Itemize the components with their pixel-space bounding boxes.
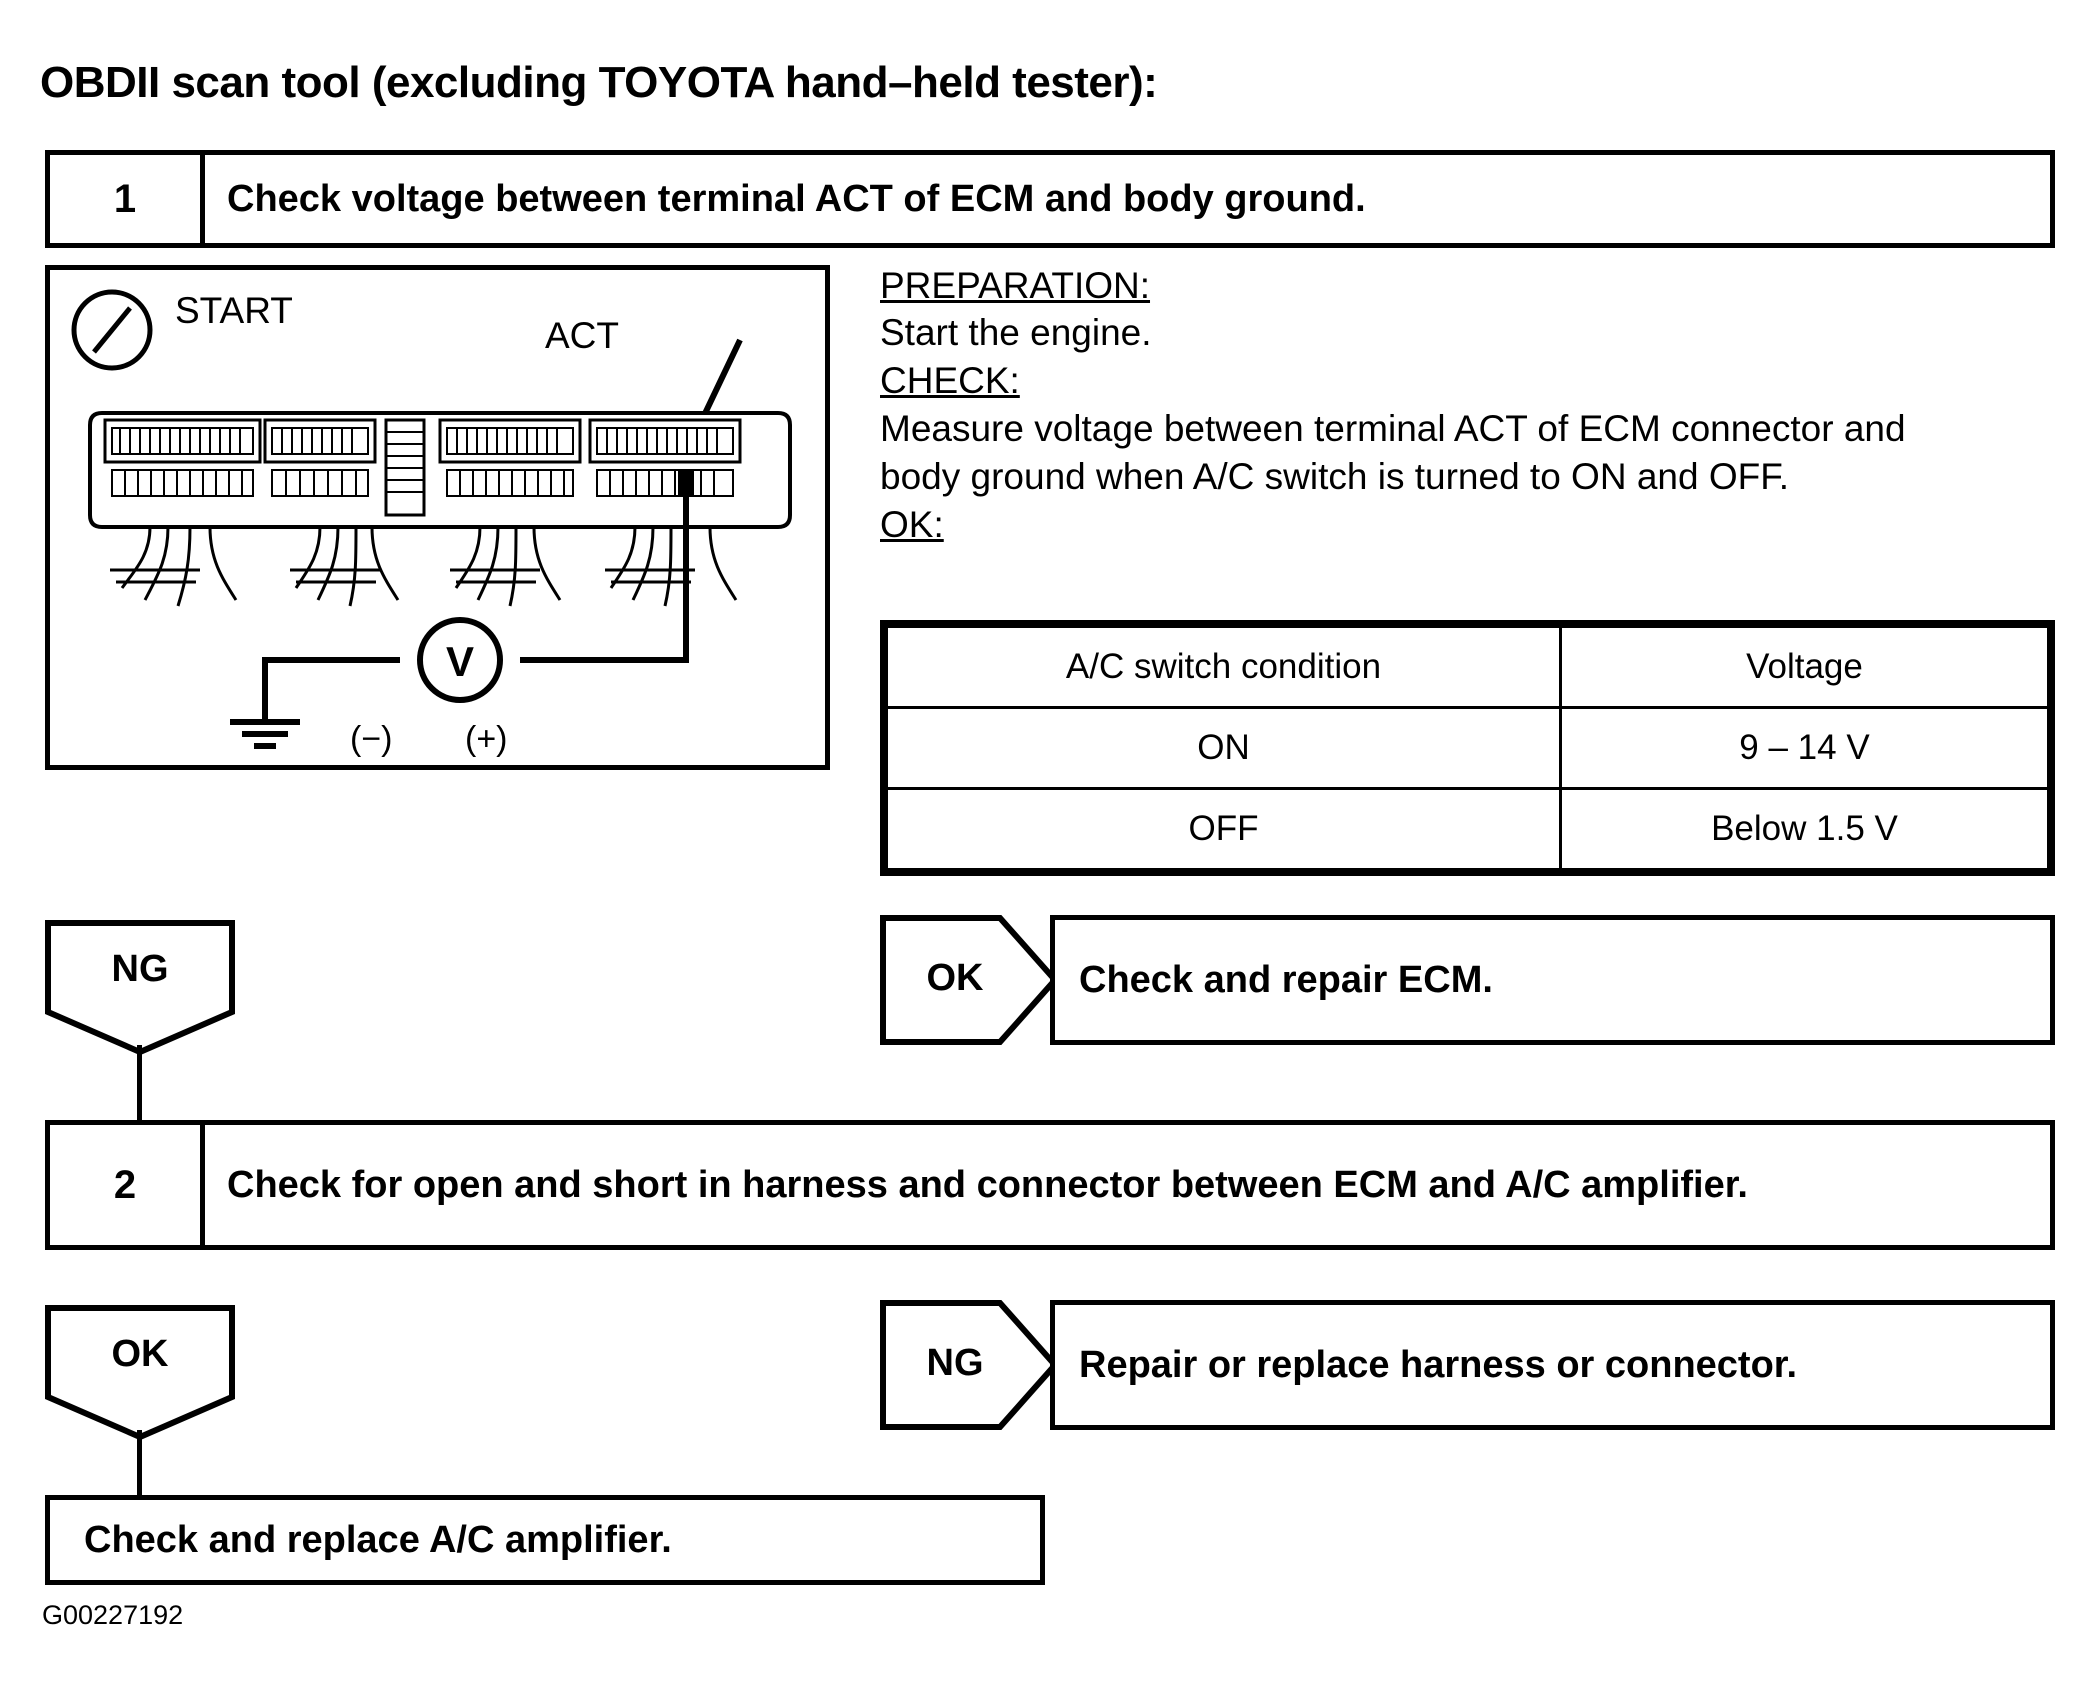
ground-symbol [230, 722, 300, 746]
table-row [887, 708, 2049, 789]
cell-condition-off: OFF [887, 789, 1561, 870]
step-2-box [45, 1120, 2055, 1250]
preparation-label: PREPARATION: [880, 265, 1151, 306]
cell-condition-on: ON [887, 708, 1561, 789]
svg-text:V: V [445, 638, 475, 685]
cell-voltage-on: 9 – 14 V [1560, 708, 2048, 789]
step-2-number: 2 [50, 1125, 205, 1245]
instructions-column [880, 262, 2060, 548]
act-label: ACT [545, 315, 619, 356]
wiring-illustration-panel [45, 265, 830, 770]
step-1-number: 1 [50, 155, 205, 243]
step-2-ok-tag [45, 1305, 235, 1440]
ok-label: OK: [880, 504, 944, 545]
ecm-connector-diagram [50, 270, 825, 765]
figure-id: G00227192 [42, 1600, 184, 1630]
header-voltage: Voltage [1560, 627, 2048, 708]
ng-connector-line [137, 1045, 142, 1120]
voltage-spec-table [880, 620, 2055, 876]
ok-connector-line [137, 1430, 142, 1505]
step-1-ok-label: OK [926, 957, 984, 999]
check-label: CHECK: [880, 360, 1020, 402]
cell-voltage-off: Below 1.5 V [1560, 789, 2048, 870]
act-terminal-marker [678, 470, 694, 496]
negative-lead-label: (−) [350, 720, 393, 758]
step-2-ok-label: OK [111, 1333, 169, 1375]
step-1-ok-result-box [1050, 915, 2055, 1045]
step-2-ng-result-text: Repair or replace harness or connector. [1079, 1343, 1798, 1386]
positive-lead-label: (+) [465, 720, 508, 758]
header-condition: A/C switch condition [887, 627, 1561, 708]
table-row [887, 789, 2049, 870]
page-title: OBDII scan tool (excluding TOYOTA hand–held tester): [40, 58, 1158, 107]
step-2-ng-label: NG [926, 1342, 984, 1384]
step-1-ng-label: NG [111, 948, 169, 990]
step-2-text: Check for open and short in harness and connector between ECM and A/C amplifier. [227, 1163, 1748, 1206]
step-1-ok-result-text: Check and repair ECM. [1079, 958, 1493, 1001]
preparation-text: Start the engine. [880, 312, 1152, 354]
final-action-text: Check and replace A/C amplifier. [84, 1518, 672, 1561]
step-1-ok-tag [880, 915, 1058, 1045]
start-icon [74, 292, 150, 368]
final-action-box [45, 1495, 1045, 1585]
step-2-ng-result-box [1050, 1300, 2055, 1430]
start-label: START [175, 290, 293, 331]
step-1-ng-tag [45, 920, 235, 1055]
check-text-line-1: Measure voltage between terminal ACT of ECM connector and [880, 407, 1906, 449]
step-1-box [45, 150, 2055, 248]
step-2-ng-tag [880, 1300, 1058, 1430]
check-text-line-2: body ground when A/C switch is turned to ON and OFF. [880, 455, 1790, 497]
step-1-text: Check voltage between terminal ACT of ECM and body ground. [227, 177, 1366, 220]
negative-test-lead [265, 660, 400, 722]
table-header-row [887, 627, 2049, 708]
